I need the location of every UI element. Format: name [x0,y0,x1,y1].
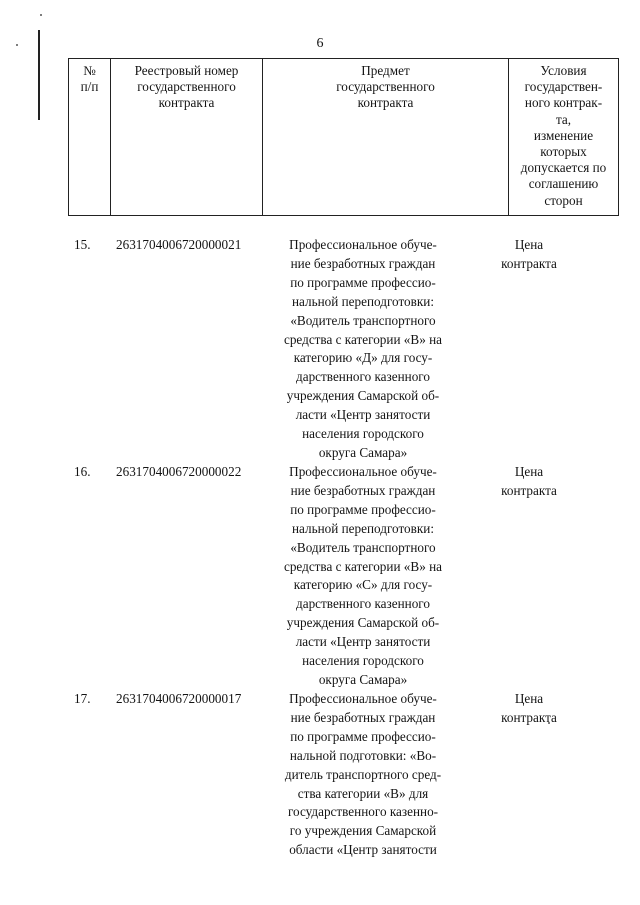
header-text-line: изменение [533,127,594,143]
subject-line: нальной переподготовки: [291,520,434,536]
header-text-line: п/п [80,79,99,95]
contract-conditions [474,463,584,501]
header-text-line: Реестровый номер [134,63,239,78]
header-cell-conditions [509,59,619,216]
registry-number: 2631704006720000017 [116,691,242,706]
subject-line: нальной подготовки: «Во- [289,747,437,763]
subject-line: по программе профессио- [290,274,436,290]
table-row [68,236,628,463]
subject-line: округа Самара» [318,671,408,687]
header-text-line: контракта [357,95,414,111]
header-text-line: государственного [137,79,236,95]
subject-line: государственного казенно- [287,804,439,820]
subject-line: Профессиональное обуче- [289,691,437,706]
header-text-line: Условия [540,63,587,78]
subject-line: нальной переподготовки: [291,293,434,309]
header-text-line: допускается по [520,160,607,176]
subject-line: по программе профессио- [290,501,436,517]
header-text-line: государственного [336,79,435,95]
table-row [68,463,628,690]
table-row [68,690,628,870]
condition-line: контракта [501,709,557,725]
condition-line: Цена [514,691,544,706]
header-text-line: № [83,63,96,78]
subject-line: ние безработных граждан [290,709,436,725]
subject-line: округа Самара» [318,444,408,460]
header-text-line: государствен- [524,79,603,95]
row-number: 17. [74,691,91,706]
registry-number: 2631704006720000022 [116,464,242,479]
header-cell-registry-number [111,59,263,216]
page-number: 6 [316,36,324,51]
subject-line: ласти «Центр занятости [295,407,431,423]
header-text-line: ного контрак- [524,95,603,111]
header-cell-number [69,59,111,216]
contract-subject [268,236,458,463]
scan-speck [40,14,42,16]
subject-line: учреждения Самарской об- [286,388,440,404]
subject-line: средства с категории «В» на [283,558,442,574]
header-text-line: Предмет [361,63,410,78]
contract-conditions [474,690,584,728]
subject-line: населения городского [302,653,424,669]
subject-line: по программе профессио- [290,728,436,744]
subject-line: Профессиональное обуче- [289,464,437,479]
condition-line: Цена [514,464,544,479]
subject-line: «Водитель транспортного [290,312,436,328]
subject-line: ласти «Центр занятости [295,634,431,650]
contract-subject [268,463,458,690]
subject-line: населения городского [302,426,424,442]
header-text-line: контракта [158,95,215,111]
subject-line: учреждения Самарской об- [286,615,440,631]
subject-line: «Водитель транспортного [290,539,436,555]
subject-line: ние безработных граждан [290,482,436,498]
condition-line: контракта [501,482,557,498]
condition-line: Цена [514,237,544,252]
table-body [68,236,628,870]
subject-line: категорию «С» для госу- [293,577,433,593]
subject-line: дитель транспортного сред- [284,766,442,782]
subject-line: дарственного казенного [296,596,430,612]
header-text-line: сторон [544,192,583,208]
header-text-line: та, [555,111,572,127]
header-cell-subject [263,59,509,216]
header-text-line: соглашению [528,176,599,192]
row-number: 15. [74,237,91,252]
condition-line: контракта [501,255,557,271]
subject-line: Профессиональное обуче- [289,237,437,252]
subject-line: ние безработных граждан [290,255,436,271]
subject-line: дарственного казенного [296,369,430,385]
subject-line: ства категории «В» для [297,785,429,801]
contract-subject [268,690,458,860]
table-header [68,58,619,216]
subject-line: категорию «Д» для госу- [293,350,433,366]
subject-line: го учреждения Самарской [289,823,437,839]
subject-line: области «Центр занятости [289,842,437,858]
header-text-line: которых [540,144,587,160]
subject-line: средства с категории «В» на [283,331,442,347]
row-number: 16. [74,464,91,479]
contract-conditions [474,236,584,274]
registry-number: 2631704006720000021 [116,237,242,252]
